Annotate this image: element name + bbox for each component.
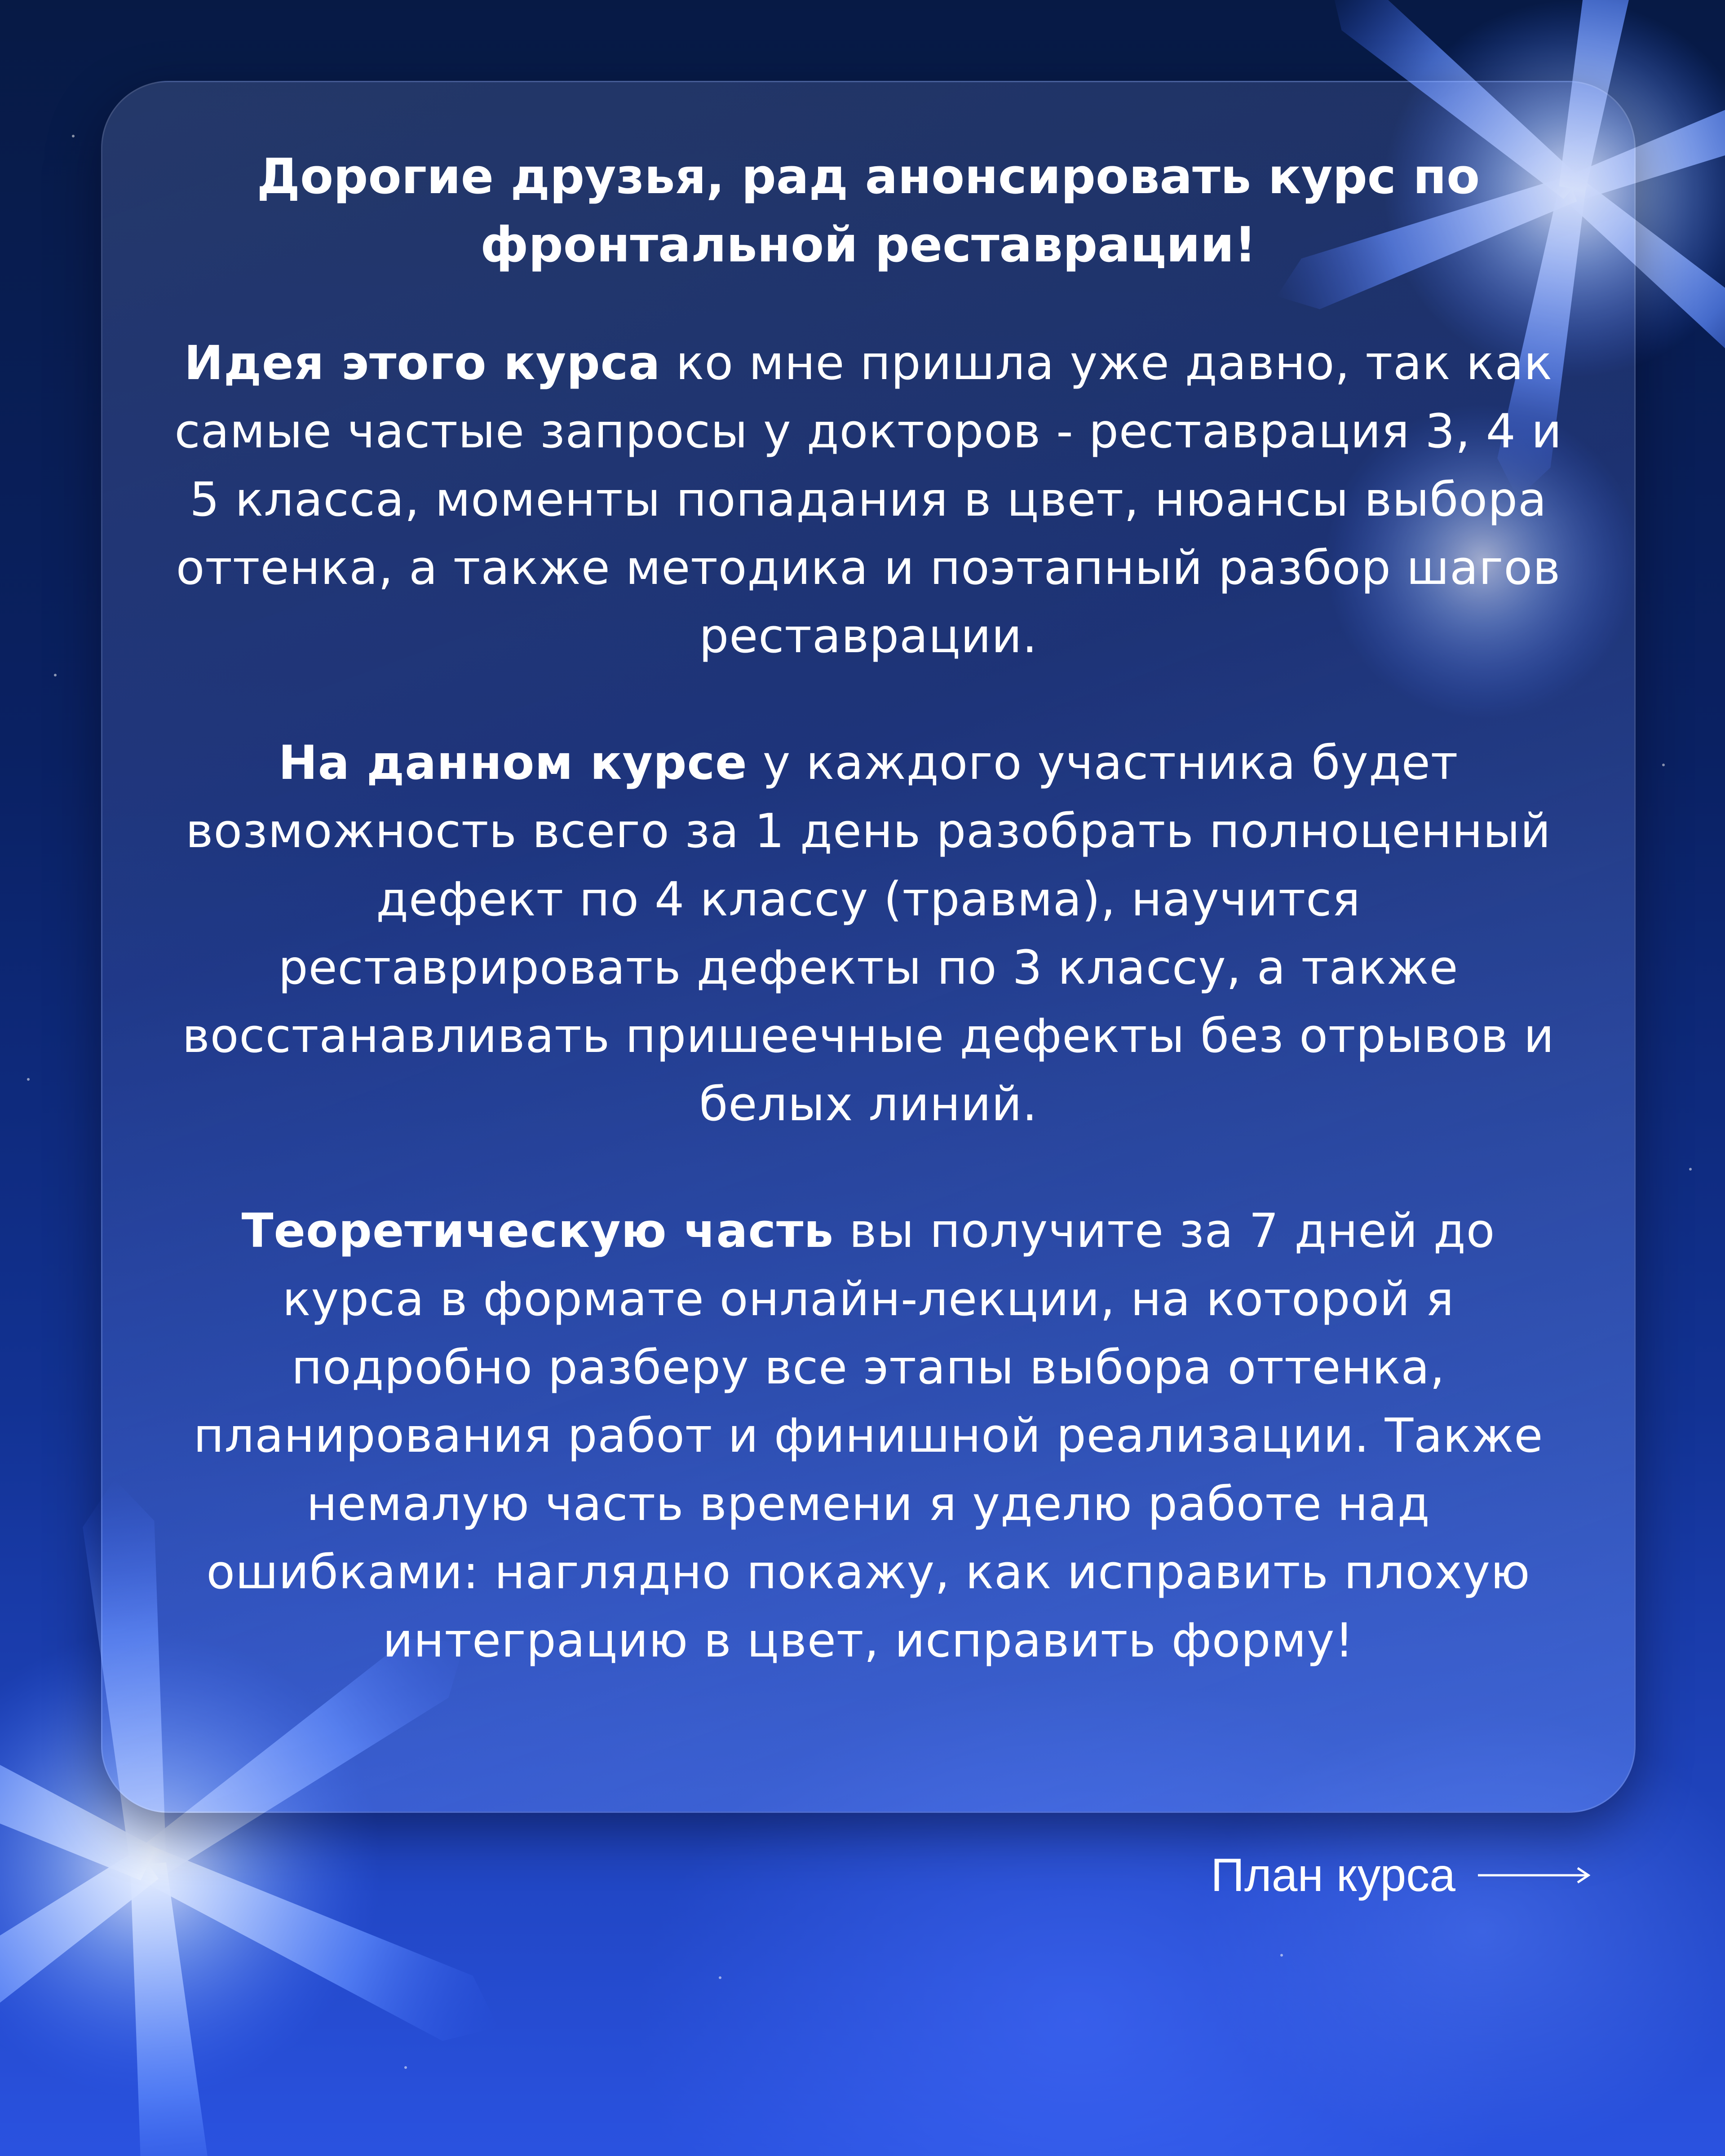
snow-speck xyxy=(1280,1954,1283,1957)
announcement-card xyxy=(101,81,1636,1813)
snow-speck xyxy=(72,135,75,137)
paragraph-lead: Теоретическую часть xyxy=(241,1203,834,1258)
snow-speck xyxy=(1662,764,1665,766)
snow-speck xyxy=(404,2066,407,2069)
paragraph-text: вы получите за 7 дней до курса в формате онлайн-лекции, на которой я подробно разберу все этапы выбора оттенка, планирования работ и финишной реализации. Также немалую часть времени я уделю работе над ошибками: наглядно покажу, как исправить плохую интеграцию в цвет, исправить форму! xyxy=(193,1203,1544,1668)
snow-speck xyxy=(54,674,57,676)
paragraph-course-practice xyxy=(170,729,1567,1138)
announcement-title: Дорогие друзья, рад анонсировать курс по фронтальной реставрации! xyxy=(257,149,1480,273)
course-plan-link[interactable] xyxy=(1211,1844,1590,1907)
paragraph-lead: На данном курсе xyxy=(278,735,748,790)
snow-speck xyxy=(1689,1168,1692,1171)
paragraph-text: у каждого участника будет возможность всего за 1 день разобрать полноценный дефект по 4 классу (травма), научится реставрировать дефекты по 3 классу, а также восстанавливать пришеечные дефекты без отрывов и белых линий. xyxy=(182,735,1555,1131)
course-plan-label: План курса xyxy=(1211,1849,1455,1901)
paragraph-text: ко мне пришла уже давно, так как самые частые запросы у докторов - реставрация 3, 4 и 5 класса, моменты попадания в цвет, нюансы выбора оттенка, а также методика и поэтапный разбор шагов реставрации. xyxy=(174,336,1562,663)
paragraph-course-idea xyxy=(170,329,1567,670)
snow-speck xyxy=(719,1976,721,1979)
card-content xyxy=(170,143,1567,1674)
paragraph-course-theory xyxy=(170,1197,1567,1674)
snow-speck xyxy=(27,1078,30,1081)
paragraph-lead: Идея этого курса xyxy=(184,336,661,390)
arrow-right-icon xyxy=(1478,1866,1590,1884)
